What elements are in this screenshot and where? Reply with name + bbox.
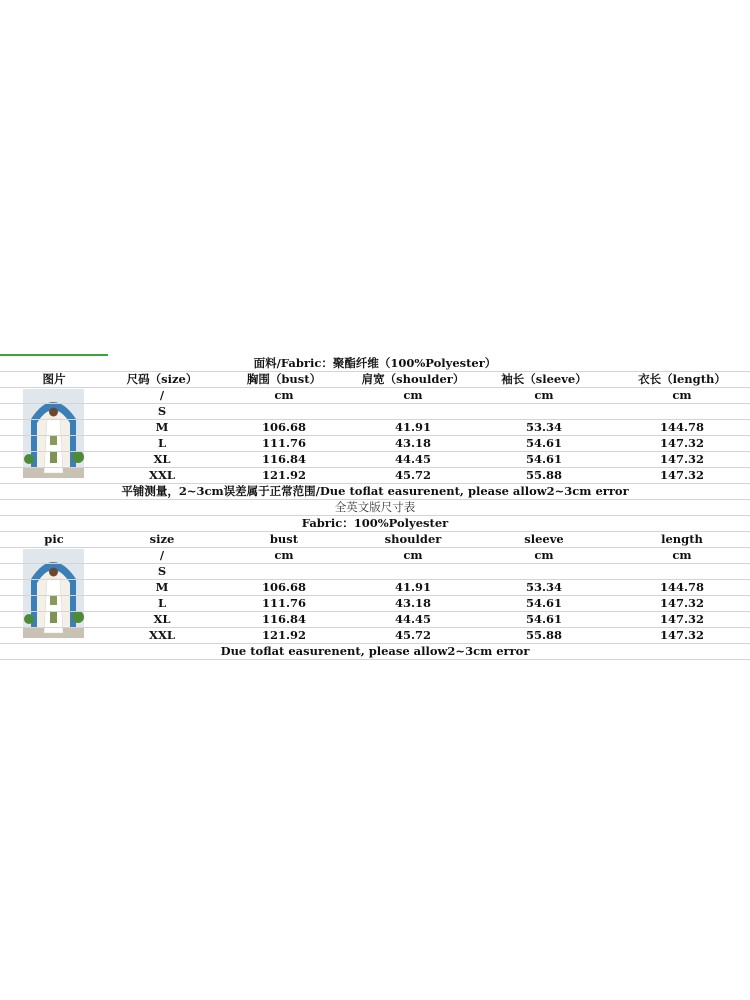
table2-body — [0, 548, 750, 644]
shoulder-cell: 45.72 — [394, 468, 431, 482]
table-row — [0, 596, 750, 612]
sleeve-cell: 54.61 — [525, 452, 562, 466]
header-bust-en: bust — [269, 532, 299, 546]
size-cell: M — [155, 420, 169, 434]
sleeve-cell — [474, 564, 614, 579]
shoulder-cell: 45.72 — [394, 628, 431, 642]
table-row — [0, 564, 750, 580]
table-row — [0, 404, 750, 420]
sleeve-cell: 54.61 — [525, 596, 562, 610]
title-row-en — [0, 500, 750, 516]
length-cell: 147.32 — [659, 452, 704, 466]
note-label-en: Due toflat easurenent, please allow2~3cm error — [220, 644, 530, 658]
unit-cell: cm — [672, 388, 692, 402]
fabric-label-en: Fabric：100%Polyester — [301, 516, 449, 530]
table-row — [0, 420, 750, 436]
length-cell: 147.32 — [659, 468, 704, 482]
length-cell: 144.78 — [659, 580, 704, 594]
shoulder-cell: 43.18 — [394, 436, 431, 450]
size-cell: S — [157, 564, 167, 578]
english-chart-title: 全英文版尺寸表 — [334, 500, 416, 514]
unit-cell: cm — [534, 388, 554, 402]
size-cell: XXL — [149, 468, 175, 482]
length-cell — [614, 404, 750, 419]
shoulder-cell: 41.91 — [394, 420, 431, 434]
header-sleeve-en: sleeve — [524, 532, 564, 546]
shoulder-cell — [352, 404, 474, 419]
unit-cell: cm — [274, 548, 294, 562]
unit-cell: cm — [403, 388, 423, 402]
table1-body — [0, 388, 750, 484]
size-cell: L — [157, 596, 167, 610]
length-cell: 147.32 — [659, 596, 704, 610]
bust-cell: 121.92 — [261, 468, 306, 482]
bust-cell: 106.68 — [261, 420, 306, 434]
size-chart-sheet — [0, 356, 750, 660]
header-row-cn — [0, 372, 750, 388]
sleeve-cell: 55.88 — [525, 628, 562, 642]
note-row-en — [0, 644, 750, 660]
length-cell: 147.32 — [659, 436, 704, 450]
header-row-en — [0, 532, 750, 548]
size-cell: XL — [153, 612, 171, 626]
length-cell — [614, 564, 750, 579]
shoulder-cell: 44.45 — [394, 612, 431, 626]
fabric-row-cn — [0, 356, 750, 372]
header-shoulder-en: shoulder — [384, 532, 442, 546]
sleeve-cell: 53.34 — [525, 420, 562, 434]
table-row — [0, 628, 750, 644]
unit-cell: / — [159, 548, 165, 562]
bust-cell: 116.84 — [261, 452, 306, 466]
size-cell: L — [157, 436, 167, 450]
length-cell: 147.32 — [659, 612, 704, 626]
length-cell: 147.32 — [659, 628, 704, 642]
shoulder-cell: 41.91 — [394, 580, 431, 594]
header-sleeve-cn: 袖长（sleeve） — [501, 372, 587, 386]
table-row — [0, 436, 750, 452]
sleeve-cell — [474, 404, 614, 419]
note-row-cn — [0, 484, 750, 500]
unit-cell: cm — [274, 388, 294, 402]
header-size-en: size — [149, 532, 175, 546]
bust-cell — [216, 404, 352, 419]
unit-cell: cm — [672, 548, 692, 562]
size-cell: XXL — [149, 628, 175, 642]
fabric-row-en — [0, 516, 750, 532]
bust-cell: 106.68 — [261, 580, 306, 594]
size-cell: XL — [153, 452, 171, 466]
unit-row-cn — [0, 388, 750, 404]
header-bust-cn: 胸围（bust） — [246, 372, 322, 386]
unit-row-en — [0, 548, 750, 564]
sleeve-cell: 53.34 — [525, 580, 562, 594]
bust-cell: 121.92 — [261, 628, 306, 642]
header-pic-en: pic — [44, 532, 64, 546]
bust-cell — [216, 564, 352, 579]
table-row — [0, 580, 750, 596]
sleeve-cell: 55.88 — [525, 468, 562, 482]
shoulder-cell — [352, 564, 474, 579]
sleeve-cell: 54.61 — [525, 436, 562, 450]
note-label-cn: 平铺测量，2~3cm误差属于正常范围/Due toflat easurenent, please allow2~3cm error — [121, 484, 629, 498]
unit-cell: cm — [534, 548, 554, 562]
shoulder-cell: 43.18 — [394, 596, 431, 610]
header-length-cn: 衣长（length） — [638, 372, 726, 386]
header-shoulder-cn: 肩宽（shoulder） — [361, 372, 465, 386]
length-cell: 144.78 — [659, 420, 704, 434]
bust-cell: 111.76 — [261, 596, 306, 610]
sleeve-cell: 54.61 — [525, 612, 562, 626]
table-row — [0, 612, 750, 628]
size-cell: S — [157, 404, 167, 418]
unit-cell: / — [159, 388, 165, 402]
size-cell: M — [155, 580, 169, 594]
bust-cell: 116.84 — [261, 612, 306, 626]
table-row — [0, 468, 750, 484]
table-row — [0, 452, 750, 468]
header-size-cn: 尺码（size） — [126, 372, 198, 386]
header-pic-cn: 图片 — [42, 372, 66, 386]
bust-cell: 111.76 — [261, 436, 306, 450]
header-length-en: length — [661, 532, 703, 546]
unit-cell: cm — [403, 548, 423, 562]
shoulder-cell: 44.45 — [394, 452, 431, 466]
fabric-label-cn: 面料/Fabric：聚酯纤维（100%Polyester） — [253, 356, 497, 370]
